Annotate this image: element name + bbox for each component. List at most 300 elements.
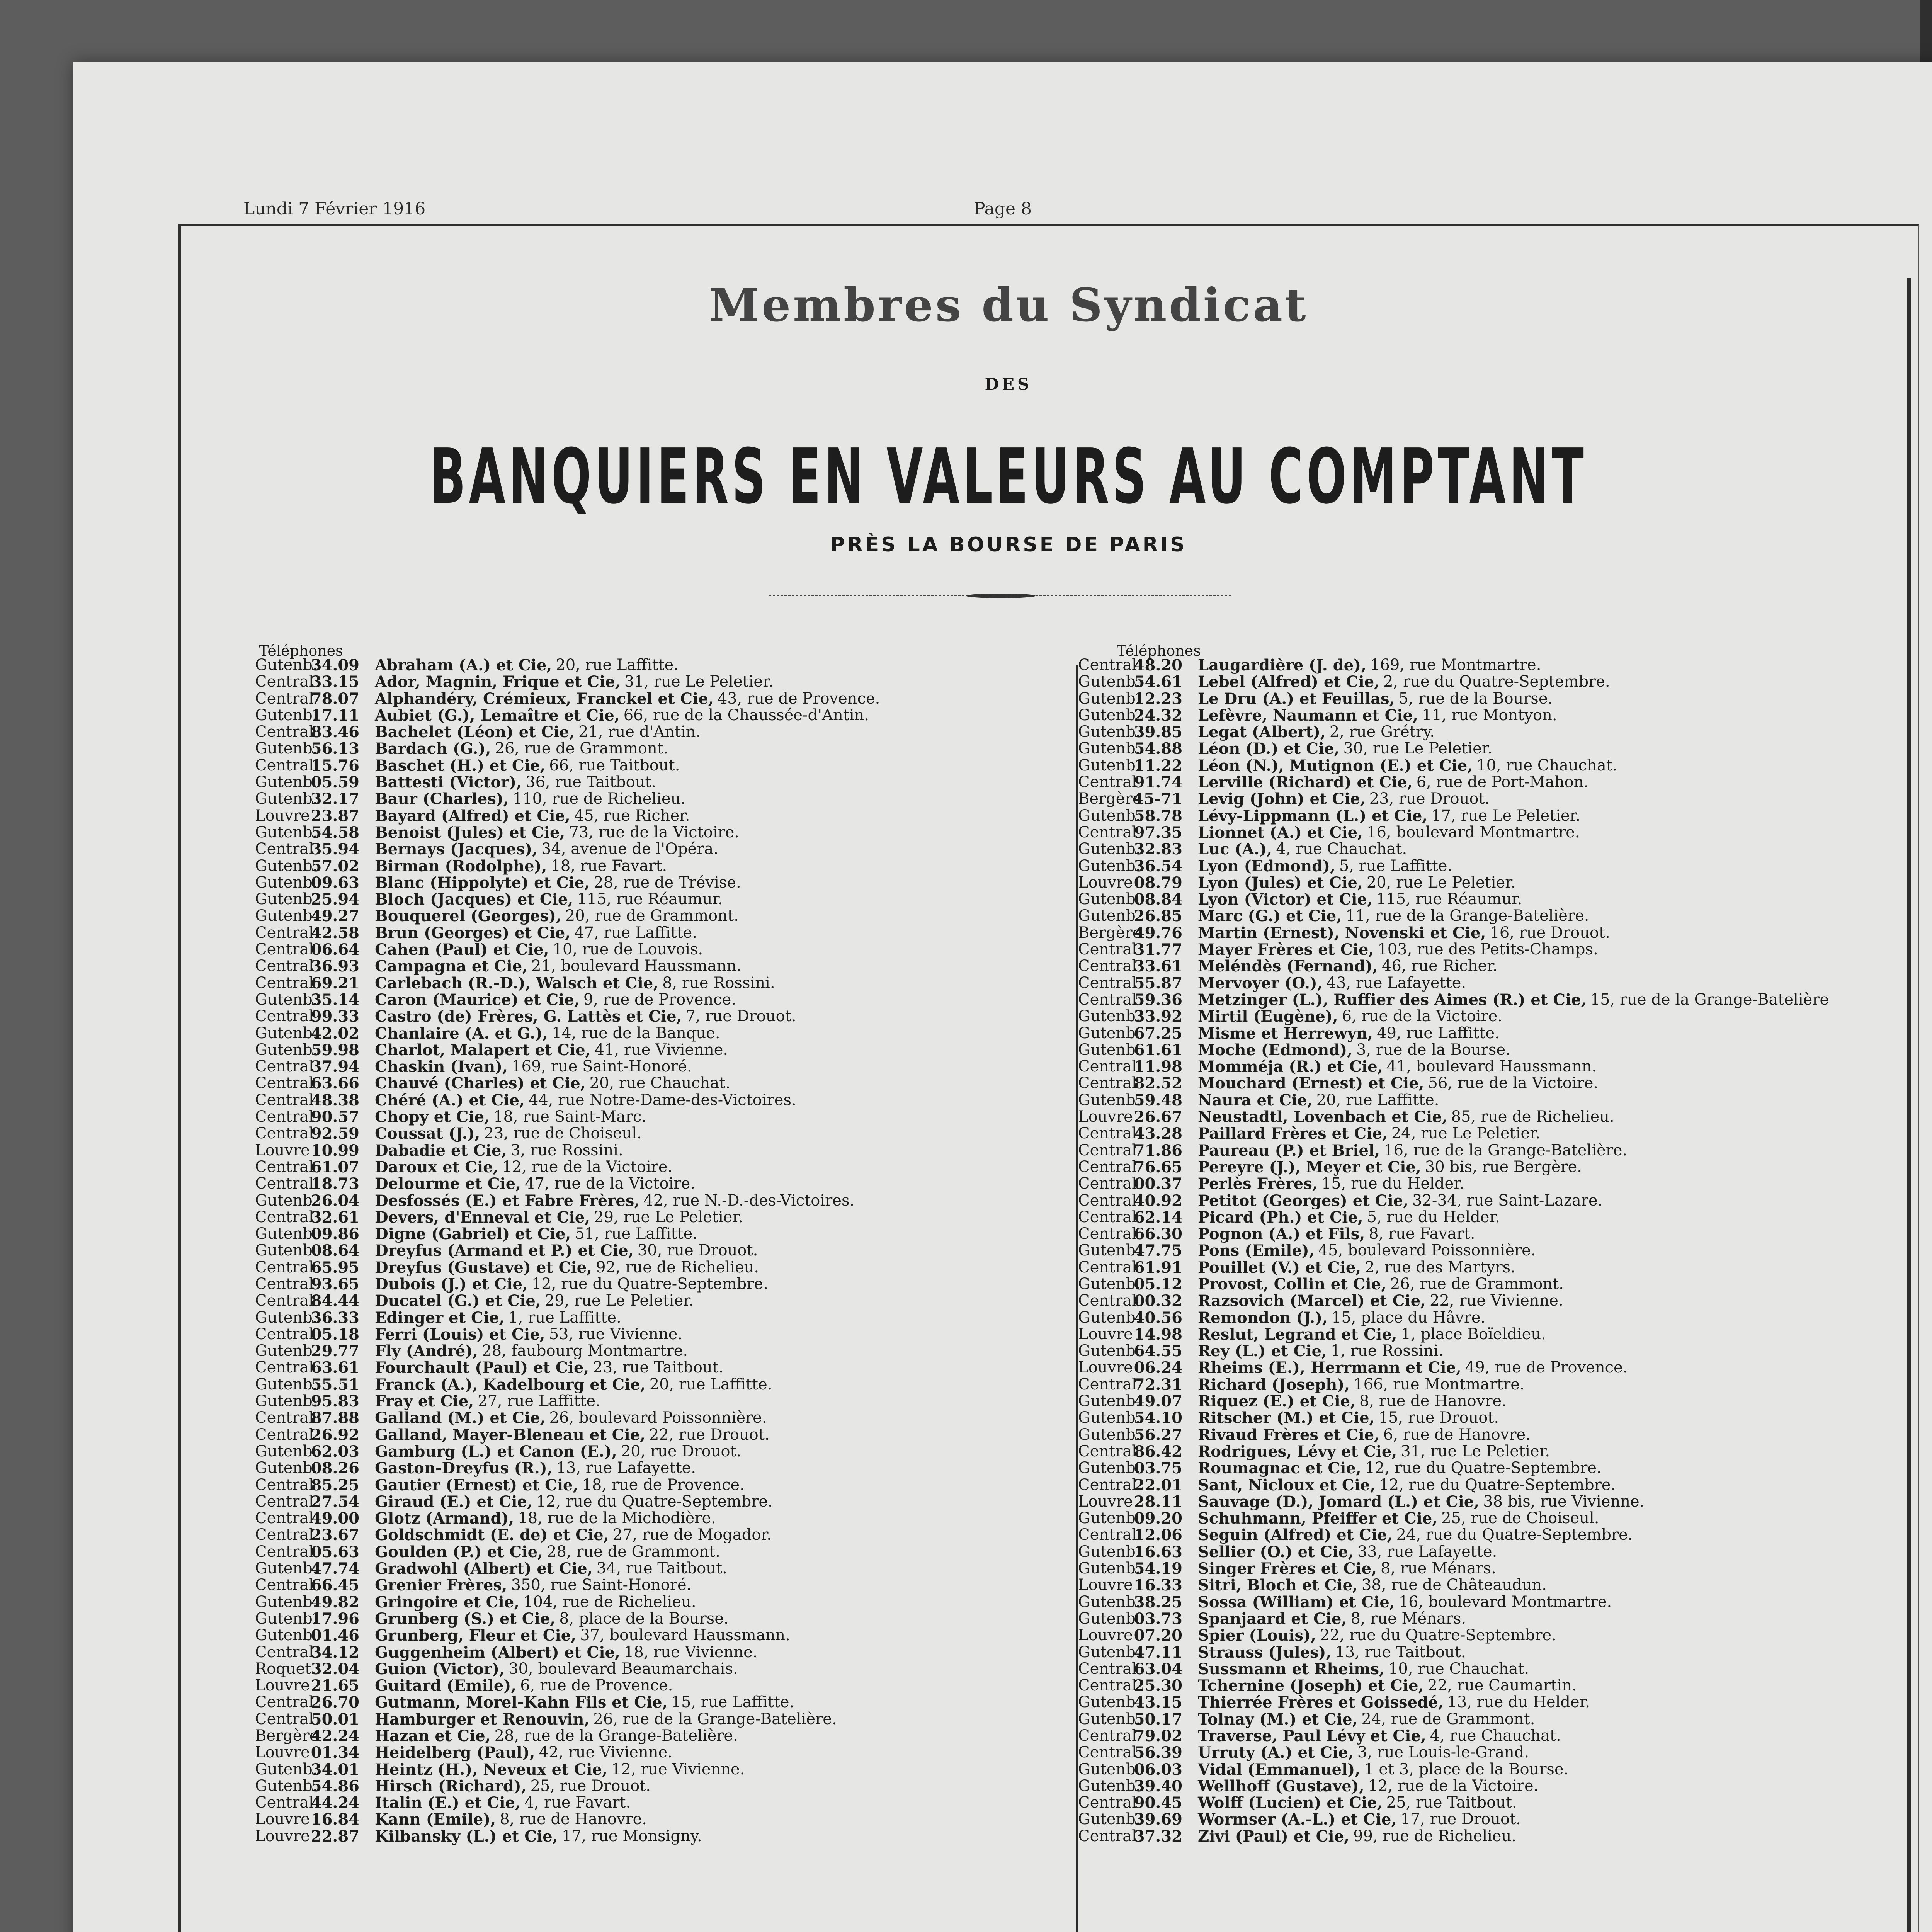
member-address: 28, faubourg Montmartre.: [482, 1342, 688, 1360]
member-entry: [255, 1794, 880, 1811]
phone-exchange: Louvre: [255, 1141, 310, 1159]
phone-number: 43.15: [1134, 1693, 1182, 1712]
phone-exchange: Central: [1078, 1258, 1137, 1276]
phone-number: 23.87: [311, 806, 359, 825]
phone-exchange: Gutenb.: [255, 1560, 318, 1578]
phone-number: 11.98: [1134, 1058, 1182, 1076]
phone-exchange: Bergère: [255, 1727, 319, 1745]
member-name: Guion (Victor),: [375, 1660, 505, 1678]
member-name: Meléndès (Fernand),: [1198, 957, 1378, 976]
member-address: 12, rue du Quatre-Septembre.: [531, 1275, 768, 1293]
phone-number: 22.01: [1134, 1476, 1182, 1494]
member-name: Rheims (E.), Herrmann et Cie,: [1198, 1359, 1461, 1377]
phone-exchange: Gutenb.: [1078, 1308, 1141, 1327]
member-entry: [255, 690, 880, 707]
phone-exchange: Central: [1078, 1794, 1137, 1812]
phone-number: 33.61: [1134, 957, 1182, 976]
member-entry: [255, 1259, 880, 1276]
phone-number: 26.70: [311, 1693, 359, 1712]
member-address: 6, rue de Port-Mahon.: [1416, 773, 1589, 791]
phone-exchange: Gutenb.: [1078, 1609, 1141, 1628]
phone-exchange: Gutenb.: [1078, 1777, 1141, 1795]
phone-number: 25.94: [311, 890, 359, 909]
member-address: 47, rue Laffitte.: [574, 923, 697, 942]
member-entry: [255, 1125, 880, 1142]
phone-number: 65.95: [311, 1258, 359, 1277]
phone-number: 79.02: [1134, 1727, 1182, 1745]
phone-exchange: Gutenb.: [1078, 1593, 1141, 1611]
member-entry: [1078, 1493, 1829, 1510]
title-subline: PRÈS LA BOURSE DE PARIS: [830, 533, 1187, 556]
member-name: Guggenheim (Albert) et Cie,: [375, 1643, 620, 1662]
member-name: Razsovich (Marcel) et Cie,: [1198, 1292, 1426, 1310]
phone-exchange: Gutenb.: [1078, 1509, 1141, 1527]
member-entry: [255, 1744, 880, 1761]
member-address: 21, rue d'Antin.: [578, 723, 701, 741]
member-address: 41, rue Vivienne.: [594, 1041, 728, 1059]
phone-exchange: Central: [1078, 974, 1137, 992]
phone-number: 15.76: [311, 756, 359, 775]
phone-exchange: Gutenb.: [1078, 1242, 1141, 1260]
member-entry: [1078, 673, 1829, 690]
member-address: 8, rue Favart.: [1369, 1225, 1475, 1243]
member-address: 34, rue Taitbout.: [596, 1560, 727, 1578]
member-address: 2, rue du Quatre-Septembre.: [1383, 673, 1610, 691]
member-entry: [255, 1159, 880, 1175]
member-entry: [255, 1075, 880, 1092]
phone-number: 34.01: [311, 1760, 359, 1779]
phone-exchange: Gutenb.: [255, 1375, 318, 1393]
member-entry: [1078, 1744, 1829, 1761]
phone-number: 56.27: [1134, 1425, 1182, 1444]
phone-number: 48.20: [1134, 656, 1182, 674]
phone-exchange: Central: [255, 1258, 314, 1276]
member-address: 169, rue Saint-Honoré.: [512, 1058, 692, 1076]
member-name: Caron (Maurice) et Cie,: [375, 990, 580, 1009]
member-name: Wellhoff (Gustave),: [1198, 1777, 1364, 1795]
phone-exchange: Gutenb.: [1078, 890, 1141, 908]
phone-exchange: Gutenb.: [1078, 756, 1141, 774]
phone-exchange: Louvre: [255, 1677, 310, 1695]
member-name: Dreyfus (Armand et P.) et Cie,: [375, 1242, 634, 1260]
phone-exchange: Central: [1078, 1058, 1137, 1076]
member-name: Misme et Herrewyn,: [1198, 1024, 1373, 1043]
member-entry: [255, 1443, 880, 1460]
member-address: 103, rue des Petits-Champs.: [1378, 940, 1598, 959]
phone-exchange: Central: [1078, 823, 1137, 841]
member-address: 27, rue de Mogador.: [612, 1526, 772, 1544]
member-address: 23, rue Taitbout.: [593, 1359, 724, 1377]
phone-number: 11.22: [1134, 756, 1182, 775]
phone-exchange: Central: [255, 1292, 314, 1310]
member-entry: [1078, 1427, 1829, 1443]
member-entry: [1078, 690, 1829, 707]
phone-number: 86.42: [1134, 1442, 1182, 1461]
phone-exchange: Central: [255, 1492, 314, 1510]
member-name: Bouquerel (Georges),: [375, 907, 561, 925]
member-address: 27, rue Laffitte.: [478, 1392, 600, 1410]
member-address: 2, rue des Martyrs.: [1365, 1258, 1515, 1276]
phone-exchange: Central: [255, 1124, 314, 1143]
phone-number: 55.51: [311, 1375, 359, 1394]
member-name: Lionnet (A.) et Cie,: [1198, 823, 1363, 842]
member-name: Martin (Ernest), Novenski et Cie,: [1198, 923, 1486, 942]
member-address: 23, rue Drouot.: [1369, 790, 1490, 808]
member-name: Zivi (Paul) et Cie,: [1198, 1827, 1349, 1845]
member-address: 15, rue de la Grange-Batelière: [1590, 990, 1829, 1009]
phone-number: 58.78: [1134, 806, 1182, 825]
member-address: 26, rue de la Grange-Batelière.: [593, 1710, 837, 1728]
phone-exchange: Gutenb.: [1078, 1810, 1141, 1828]
member-name: Lefèvre, Naumann et Cie,: [1198, 706, 1418, 724]
phone-exchange: Central: [1078, 957, 1137, 975]
phone-exchange: Louvre: [255, 806, 310, 825]
member-entry: [1078, 824, 1829, 841]
member-address: 10, rue Chauchat.: [1476, 756, 1617, 774]
phone-exchange: Gutenb.: [1078, 1459, 1141, 1477]
phone-number: 67.25: [1134, 1024, 1182, 1043]
phone-exchange: Central: [255, 1409, 314, 1427]
member-address: 5, rue du Helder.: [1367, 1208, 1500, 1226]
member-address: 1, rue Laffitte.: [508, 1308, 621, 1327]
member-name: Strauss (Jules),: [1198, 1643, 1332, 1662]
phone-exchange: Gutenb.: [255, 790, 318, 808]
member-name: Rivaud Frères et Cie,: [1198, 1425, 1380, 1444]
member-address: 30 bis, rue Bergère.: [1425, 1158, 1582, 1176]
member-address: 28, rue de la Grange-Batelière.: [494, 1727, 738, 1745]
phone-exchange: Gutenb.: [255, 773, 318, 791]
member-address: 15, rue Drouot.: [1378, 1409, 1499, 1427]
member-entry: [1078, 1694, 1829, 1711]
member-name: Guitard (Emile),: [375, 1677, 517, 1695]
member-address: 3, rue Rossini.: [510, 1141, 623, 1159]
member-name: Bernays (Jacques),: [375, 840, 538, 859]
phone-exchange: Central: [1078, 1442, 1137, 1460]
member-entry: [1078, 1560, 1829, 1577]
member-name: Carlebach (R.-D.), Walsch et Cie,: [375, 974, 659, 992]
phone-exchange: Gutenb.: [255, 1342, 318, 1360]
phone-number: 05.18: [311, 1325, 359, 1344]
phone-number: 63.61: [311, 1359, 359, 1377]
member-name: Levig (John) et Cie,: [1198, 790, 1366, 808]
member-name: Kilbansky (L.) et Cie,: [375, 1827, 558, 1845]
member-address: 46, rue Richer.: [1381, 957, 1498, 975]
member-name: Chauvé (Charles) et Cie,: [375, 1074, 586, 1093]
member-address: 43, rue Lafayette.: [1326, 974, 1466, 992]
phone-number: 10.99: [311, 1141, 359, 1160]
member-entry: [255, 1577, 880, 1594]
member-entry: [1078, 1042, 1829, 1058]
member-name: Léon (N.), Mutignon (E.) et Cie,: [1198, 756, 1473, 775]
phone-number: 54.10: [1134, 1409, 1182, 1427]
member-name: Grunberg (S.) et Cie,: [375, 1609, 556, 1628]
member-name: Coussat (J.),: [375, 1124, 480, 1143]
member-name: Goldschmidt (E. de) et Cie,: [375, 1526, 609, 1544]
member-name: Lévy-Lippmann (L.) et Cie,: [1198, 806, 1428, 825]
member-entry: [255, 1477, 880, 1493]
member-name: Fly (André),: [375, 1342, 478, 1361]
phone-number: 08.79: [1134, 873, 1182, 892]
member-name: Charlot, Malapert et Cie,: [375, 1041, 591, 1059]
member-name: Castro (de) Frères, G. Lattès et Cie,: [375, 1007, 682, 1026]
phone-number: 66.30: [1134, 1225, 1182, 1243]
member-name: Digne (Gabriel) et Cie,: [375, 1225, 571, 1243]
member-entry: [1078, 925, 1829, 941]
phone-number: 40.56: [1134, 1308, 1182, 1327]
phone-number: 91.74: [1134, 773, 1182, 792]
member-address: 66, rue de la Chaussée-d'Antin.: [623, 706, 869, 724]
phone-exchange: Louvre: [1078, 1359, 1133, 1377]
phone-number: 63.04: [1134, 1660, 1182, 1678]
phone-exchange: Central: [255, 840, 314, 858]
member-entry: [255, 757, 880, 774]
member-name: Pouillet (V.) et Cie,: [1198, 1258, 1361, 1277]
member-address: 17, rue Monsigny.: [561, 1827, 702, 1845]
member-address: 115, rue Réaumur.: [1376, 890, 1522, 908]
member-name: Chanlaire (A. et G.),: [375, 1024, 548, 1043]
phone-number: 32.17: [311, 790, 359, 808]
phone-exchange: Gutenb.: [255, 1392, 318, 1410]
member-name: Ferri (Louis) et Cie,: [375, 1325, 545, 1344]
member-entry: [255, 858, 880, 874]
member-name: Spier (Louis),: [1198, 1626, 1316, 1645]
phone-exchange: Gutenb.: [1078, 1543, 1141, 1561]
phone-exchange: Central: [255, 1208, 314, 1226]
member-address: 11, rue Montyon.: [1422, 706, 1557, 724]
phone-exchange: Bergère: [1078, 923, 1142, 942]
member-entry: [255, 1058, 880, 1075]
member-entry: [1078, 1343, 1829, 1359]
phone-number: 26.92: [311, 1425, 359, 1444]
phone-exchange: Gutenb.: [1078, 673, 1141, 691]
phone-exchange: Central: [1078, 1141, 1137, 1159]
member-name: Seguin (Alfred) et Cie,: [1198, 1526, 1393, 1544]
member-address: 22, rue Drouot.: [649, 1425, 770, 1444]
phone-number: 66.45: [311, 1576, 359, 1595]
phone-exchange: Central: [255, 1576, 314, 1594]
member-entry: [255, 841, 880, 857]
phone-number: 39.69: [1134, 1810, 1182, 1829]
member-entry: [1078, 724, 1829, 740]
phone-exchange: Louvre: [1078, 1325, 1133, 1343]
phone-number: 07.20: [1134, 1626, 1182, 1645]
member-name: Sauvage (D.), Jomard (L.) et Cie,: [1198, 1492, 1480, 1511]
member-address: 11, rue de la Grange-Batelière.: [1345, 907, 1589, 925]
phone-number: 27.54: [311, 1492, 359, 1511]
member-entry: [1078, 1025, 1829, 1042]
member-entry: [1078, 1359, 1829, 1376]
member-name: Daroux et Cie,: [375, 1158, 498, 1176]
member-name: Abraham (A.) et Cie,: [375, 656, 552, 674]
member-entry: [255, 1510, 880, 1527]
phone-exchange: Louvre: [255, 1827, 310, 1845]
phone-number: 33.92: [1134, 1007, 1182, 1026]
member-address: 18, rue de Provence.: [582, 1476, 745, 1494]
member-address: 169, rue Montmartre.: [1370, 656, 1541, 674]
member-address: 38, rue de Châteaudun.: [1361, 1576, 1547, 1594]
member-entry: [1078, 891, 1829, 908]
member-address: 8, rue Rossini.: [662, 974, 775, 992]
frame-shadow-rule: [1907, 278, 1911, 1932]
member-address: 13, rue Lafayette.: [556, 1459, 696, 1477]
member-entry: [1078, 1828, 1829, 1845]
member-name: Momméja (R.) et Cie,: [1198, 1058, 1383, 1076]
member-address: 16, boulevard Montmartre.: [1398, 1593, 1612, 1611]
member-address: 32-34, rue Saint-Lazare.: [1412, 1191, 1603, 1209]
phone-number: 17.11: [311, 706, 359, 724]
phone-number: 36.93: [311, 957, 359, 976]
member-name: Gutmann, Morel-Kahn Fils et Cie,: [375, 1693, 668, 1712]
member-address: 12, rue de la Victoire.: [502, 1158, 673, 1176]
member-address: 24, rue de Grammont.: [1361, 1710, 1535, 1728]
member-address: 24, rue Le Peletier.: [1391, 1124, 1541, 1143]
member-address: 33, rue Lafayette.: [1357, 1543, 1497, 1561]
phone-number: 01.34: [311, 1743, 359, 1762]
member-name: Italin (E.) et Cie,: [375, 1794, 520, 1812]
phone-number: 03.75: [1134, 1459, 1182, 1478]
member-entry: [1078, 1410, 1829, 1426]
member-entry: [1078, 1544, 1829, 1560]
member-address: 18, rue Favart.: [551, 857, 667, 875]
member-entry: [1078, 1175, 1829, 1192]
member-name: Ritscher (M.) et Cie,: [1198, 1409, 1375, 1427]
member-entry: [255, 673, 880, 690]
phone-number: 62.14: [1134, 1208, 1182, 1226]
phone-exchange: Gutenb.: [1078, 1041, 1141, 1059]
member-entry: [1078, 1159, 1829, 1175]
member-address: 9, rue de Provence.: [583, 990, 736, 1009]
member-address: 85, rue de Richelieu.: [1451, 1108, 1614, 1126]
member-entry: [255, 1393, 880, 1410]
phone-number: 59.48: [1134, 1091, 1182, 1109]
member-name: Singer Frères et Cie,: [1198, 1560, 1377, 1578]
phone-exchange: Gutenb.: [255, 1626, 318, 1645]
member-address: 4, rue Chauchat.: [1276, 840, 1407, 858]
phone-number: 09.86: [311, 1225, 359, 1243]
phone-exchange: Gutenb.: [1078, 1024, 1141, 1042]
member-entry: [1078, 1644, 1829, 1661]
members-column-right: [1078, 642, 1829, 1845]
member-name: Lebel (Alfred) et Cie,: [1198, 673, 1380, 691]
member-entry: [255, 975, 880, 992]
phone-exchange: Gutenb.: [1078, 1007, 1141, 1026]
member-name: Dubois (J.) et Cie,: [375, 1275, 528, 1293]
phone-exchange: Bergère: [1078, 790, 1142, 808]
member-address: 20, rue Drouot.: [621, 1442, 742, 1460]
member-entry: [255, 1427, 880, 1443]
member-entry: [1078, 1527, 1829, 1543]
phone-number: 47.11: [1134, 1643, 1182, 1662]
member-name: Neustadtl, Lovenbach et Cie,: [1198, 1108, 1447, 1126]
member-name: Brun (Georges) et Cie,: [375, 923, 571, 942]
member-address: 28, rue de Trévise.: [594, 873, 741, 891]
member-entry: [1078, 1761, 1829, 1778]
phone-exchange: Gutenb.: [255, 873, 318, 891]
member-address: 8, rue Ménars.: [1350, 1609, 1466, 1628]
member-address: 26, rue de Grammont.: [495, 740, 668, 758]
phone-exchange: Central: [255, 1074, 314, 1092]
phone-exchange: Central: [255, 673, 314, 691]
member-name: Wormser (A.-L.) et Cie,: [1198, 1810, 1397, 1829]
member-entry: [255, 1594, 880, 1611]
phone-number: 54.58: [311, 823, 359, 842]
phone-exchange: Gutenb.: [255, 1459, 318, 1477]
member-name: Battesti (Victor),: [375, 773, 522, 792]
phone-number: 06.24: [1134, 1359, 1182, 1377]
member-entry: [1078, 707, 1829, 724]
member-address: 13, rue Taitbout.: [1335, 1643, 1466, 1661]
member-entry: [255, 925, 880, 941]
phone-exchange: Gutenb.: [255, 1442, 318, 1460]
phone-number: 59.98: [311, 1041, 359, 1059]
member-name: Ducatel (G.) et Cie,: [375, 1292, 541, 1310]
member-address: 115, rue Réaumur.: [577, 890, 723, 908]
phone-exchange: Louvre: [1078, 1492, 1133, 1510]
member-entry: [255, 1644, 880, 1661]
member-name: Dreyfus (Gustave) et Cie,: [375, 1258, 592, 1277]
phone-exchange: Gutenb.: [1078, 907, 1141, 925]
member-name: Tolnay (M.) et Cie,: [1198, 1710, 1358, 1728]
phone-exchange: Central: [1078, 990, 1137, 1009]
member-entry: [1078, 1125, 1829, 1142]
member-name: Provost, Collin et Cie,: [1198, 1275, 1386, 1293]
column-header: Téléphones: [259, 642, 343, 659]
phone-number: 59.36: [1134, 990, 1182, 1009]
member-entry: [1078, 1811, 1829, 1828]
member-name: Remondon (J.),: [1198, 1308, 1328, 1327]
phone-number: 14.98: [1134, 1325, 1182, 1344]
member-entry: [255, 891, 880, 908]
member-entry: [255, 992, 880, 1008]
member-address: 49, rue Laffitte.: [1377, 1024, 1500, 1042]
member-entry: [255, 1811, 880, 1828]
member-address: 8, rue de Hanovre.: [1359, 1392, 1507, 1410]
member-address: 8, place de la Bourse.: [559, 1609, 729, 1628]
member-entry: [1078, 1058, 1829, 1075]
member-name: Dabadie et Cie,: [375, 1141, 507, 1160]
member-entry: [255, 1694, 880, 1711]
phone-exchange: Gutenb.: [255, 1041, 318, 1059]
phone-exchange: Roquet.: [255, 1660, 316, 1678]
member-name: Riquez (E.) et Cie,: [1198, 1392, 1356, 1411]
member-entry: [1078, 1259, 1829, 1276]
member-name: Mervoyer (O.),: [1198, 974, 1323, 992]
member-address: 31, rue Le Peletier.: [1401, 1442, 1550, 1460]
phone-exchange: Central: [255, 756, 314, 774]
phone-exchange: Central: [255, 1425, 314, 1444]
member-entry: [1078, 1611, 1829, 1627]
member-address: 56, rue de la Victoire.: [1428, 1074, 1599, 1092]
member-entry: [1078, 1310, 1829, 1326]
member-entry: [1078, 1728, 1829, 1744]
phone-exchange: Central: [255, 1710, 314, 1728]
member-name: Gringoire et Cie,: [375, 1593, 520, 1611]
phone-exchange: Gutenb.: [255, 1242, 318, 1260]
member-entry: [255, 1359, 880, 1376]
phone-exchange: Gutenb.: [1078, 1425, 1141, 1444]
phone-number: 16.84: [311, 1810, 359, 1829]
phone-number: 42.02: [311, 1024, 359, 1043]
member-entry: [255, 908, 880, 924]
phone-number: 61.91: [1134, 1258, 1182, 1277]
member-entry: [1078, 1226, 1829, 1242]
phone-number: 05.63: [311, 1543, 359, 1561]
phone-exchange: Central: [1078, 1743, 1137, 1762]
phone-number: 37.32: [1134, 1827, 1182, 1845]
member-address: 20, rue Laffitte.: [649, 1375, 772, 1393]
member-entry: [255, 1728, 880, 1744]
member-address: 44, rue Notre-Dame-des-Victoires.: [528, 1091, 796, 1109]
